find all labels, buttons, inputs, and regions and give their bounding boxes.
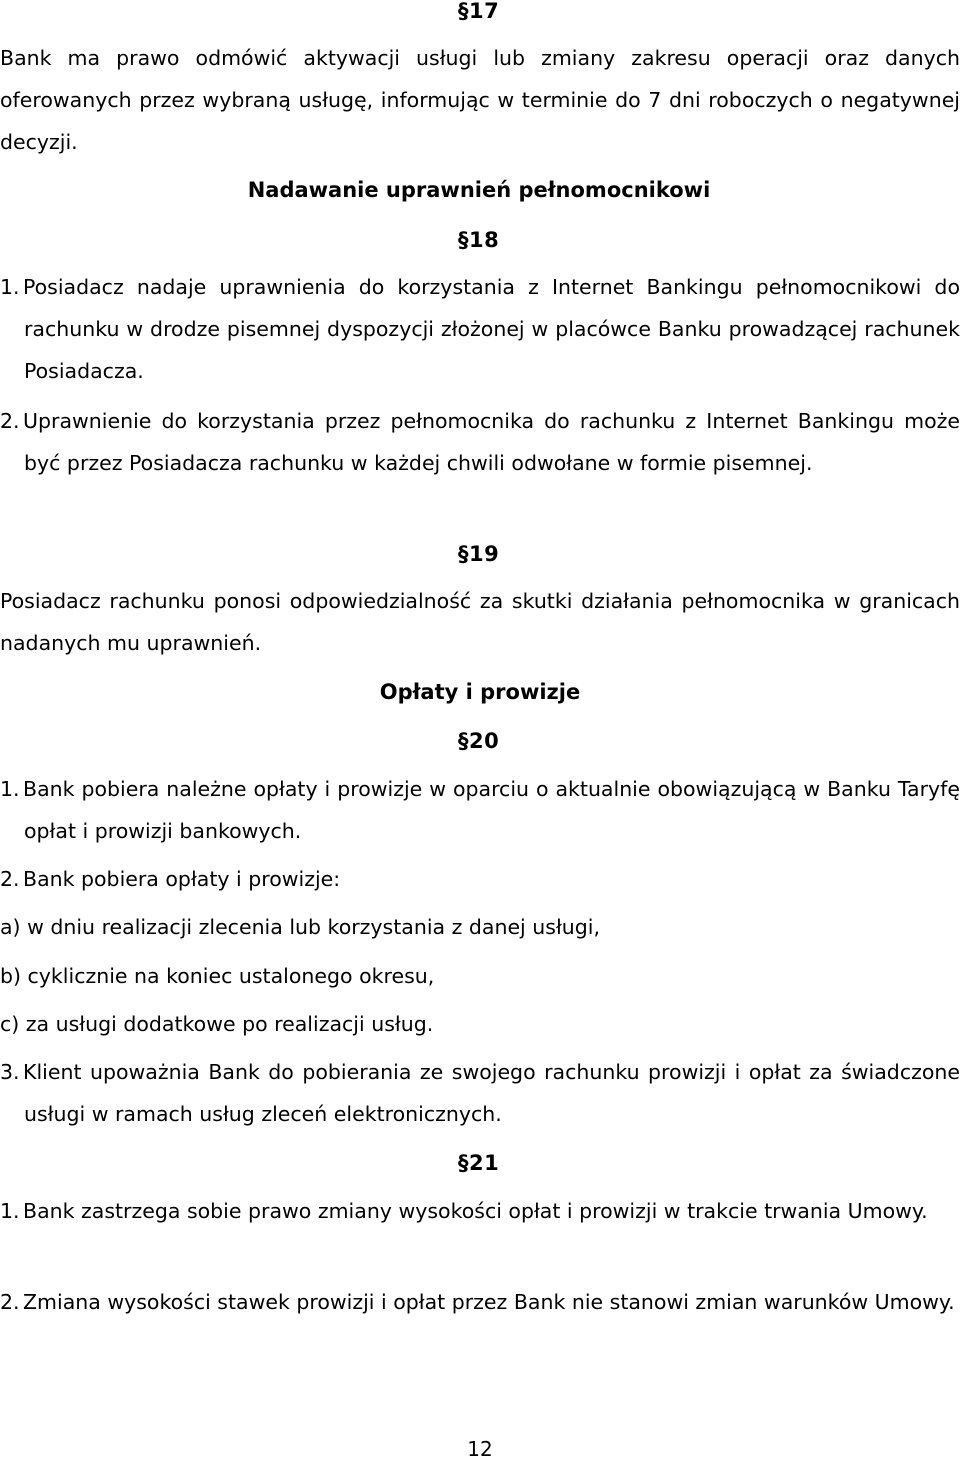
item-number: 1. xyxy=(0,275,20,299)
section-20-item-3 xyxy=(0,1051,960,1135)
section-19-text: Posiadacz rachunku ponosi odpowiedzialność za skutki działania pełnomocnika w granicach nadanych mu uprawnień. xyxy=(0,589,960,655)
item-number: 3. xyxy=(0,1060,20,1084)
item-number: 2. xyxy=(0,867,20,891)
section-21-item-1 xyxy=(0,1190,960,1232)
subitem-b: b) cyklicznie na koniec ustalonego okresu, xyxy=(0,964,435,988)
section-20-mark: §20 xyxy=(458,729,500,753)
heading-fees-and-commissions: Opłaty i prowizje xyxy=(379,680,581,704)
section-20-item-1 xyxy=(0,768,960,852)
section-21-item-2 xyxy=(0,1281,960,1323)
item-number: 1. xyxy=(0,1199,20,1223)
section-17-mark: §17 xyxy=(458,0,500,23)
item-text: Posiadacz nadaje uprawnienia do korzystania z Internet Bankingu pełnomocnikowi do rachunku w drodze pisemnej dyspozycji złożonej w placówce Banku prowadzącej rachunek Posiadacza. xyxy=(23,275,960,383)
item-text: Bank pobiera opłaty i prowizje: xyxy=(23,867,341,891)
subitem-c: c) za usługi dodatkowe po realizacji usług. xyxy=(0,1012,434,1036)
heading-power-of-attorney: Nadawanie uprawnień pełnomocnikowi xyxy=(247,178,711,202)
item-text: Bank zastrzega sobie prawo zmiany wysokości opłat i prowizji w trakcie trwania Umowy. xyxy=(23,1199,928,1223)
section-18-item-2 xyxy=(0,400,960,484)
item-number: 2. xyxy=(0,409,20,433)
section-19-mark: §19 xyxy=(458,542,500,566)
item-text: Zmiana wysokości stawek prowizji i opłat przez Bank nie stanowi zmian warunków Umowy. xyxy=(23,1290,955,1314)
section-18-mark: §18 xyxy=(458,228,500,252)
item-text: Klient upoważnia Bank do pobierania ze swojego rachunku prowizji i opłat za świadczone usługi w ramach usług zleceń elektronicznych. xyxy=(23,1060,960,1126)
section-21-mark: §21 xyxy=(458,1151,500,1175)
subitem-a: a) w dniu realizacji zlecenia lub korzystania z danej usługi, xyxy=(0,915,600,939)
item-text: Uprawnienie do korzystania przez pełnomocnika do rachunku z Internet Bankingu może być przez Posiadacza rachunku w każdej chwili odwołane w formie pisemnej. xyxy=(23,409,960,475)
item-text: Bank pobiera należne opłaty i prowizje w oparciu o aktualnie obowiązującą w Banku Taryfę opłat i prowizji bankowych. xyxy=(23,777,960,843)
section-18-item-1 xyxy=(0,266,960,392)
section-17-text: Bank ma prawo odmówić aktywacji usługi lub zmiany zakresu operacji oraz danych oferowanych przez wybraną usługę, informując w terminie do 7 dni roboczych o negatywnej decyzji. xyxy=(0,46,960,154)
page-number: 12 xyxy=(467,1437,493,1461)
section-20-item-2 xyxy=(0,858,960,900)
item-number: 2. xyxy=(0,1290,20,1314)
item-number: 1. xyxy=(0,777,20,801)
